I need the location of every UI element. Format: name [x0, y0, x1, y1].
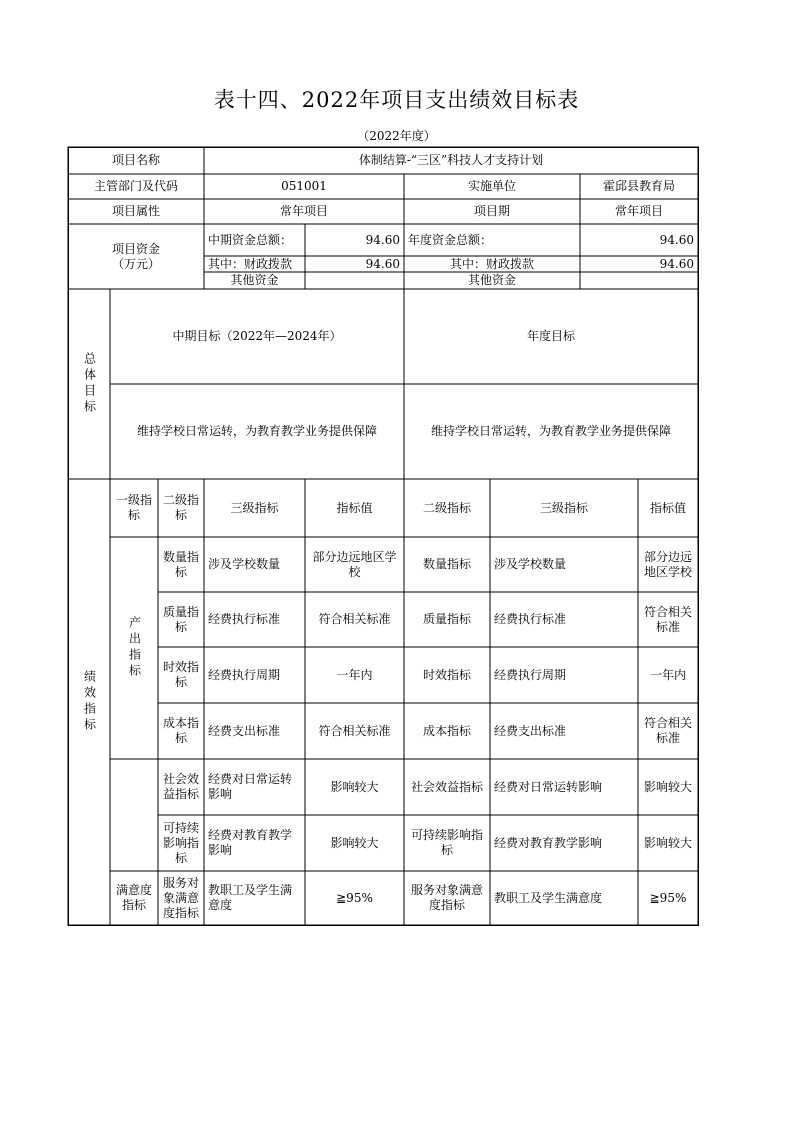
- mid-fiscal-label: 其中：财政拨款: [208, 256, 293, 271]
- table-row-5-value: 影响较大: [330, 835, 379, 850]
- table-row-1-level2-year: 质量指标: [422, 612, 471, 626]
- table-row-4-value-year: 影响较大: [643, 779, 692, 794]
- table-row-4-level2: 社会效益指标: [162, 772, 199, 801]
- impl-unit-value: 霍邱县教育局: [602, 179, 675, 193]
- table-row-6-level3-year: 教职工及学生满意度: [494, 890, 603, 905]
- table-row-4-value: 影响较大: [330, 779, 379, 794]
- table-row-6-level3: 教职工及学生满意度: [208, 883, 293, 912]
- attr-label: 项目属性: [111, 204, 160, 218]
- table-row-1-level2: 质量指标: [162, 604, 199, 634]
- output-indicator-label: 产出指标: [127, 616, 142, 680]
- overall-goal-label-cell: [68, 289, 110, 479]
- table-row-2-level2-year: 时效指标: [422, 667, 471, 682]
- mid-goal-header: 中期目标（2022年—2024年）: [172, 329, 342, 343]
- dept-code: 051001: [281, 179, 327, 193]
- year-total-value: 94.60: [659, 232, 694, 247]
- table-row-3-level2-year: 成本指标: [422, 723, 471, 738]
- table-row-5-level2: 可持续影响指标: [162, 820, 199, 865]
- table-row-6-level2-year: 服务对象满意度指标: [410, 883, 483, 912]
- mid-fiscal-value: 94.60: [365, 256, 400, 271]
- table-row-1-level3-year: 经费执行标准: [494, 612, 567, 626]
- year-other-label: 其他资金: [467, 273, 516, 287]
- header-level1: 一级指标: [115, 493, 152, 522]
- table-row-5-level2-year: 可持续影响指标: [410, 828, 483, 857]
- table-row-3-level2: 成本指标: [162, 716, 199, 745]
- table-row-5-value-year: 影响较大: [643, 835, 692, 850]
- table-row-0-level3: 涉及学校数量: [208, 557, 281, 571]
- perf-label-cell: [68, 479, 110, 925]
- table-row-1-value-year: 符合相关标准: [643, 604, 692, 634]
- satisfaction-indicator-label: 满意度指标: [115, 883, 152, 912]
- table-row-2-value-year: 一年内: [649, 667, 686, 682]
- period-value: 常年项目: [614, 204, 663, 218]
- table-row-2-level3: 经费执行周期: [208, 667, 281, 682]
- project-name-value: 体制结算-“三区”科技人才支持计划: [358, 153, 544, 167]
- mid-other-label: 其他资金: [230, 273, 279, 287]
- overall-goal-label: 总体目标: [82, 352, 97, 416]
- table-row-6-level2: 服务对象满意度指标: [162, 875, 199, 920]
- funds-unit: （万元）: [111, 256, 160, 271]
- header-value: 指标值: [336, 500, 373, 515]
- dept-label: 主管部门及代码: [93, 179, 178, 193]
- table-row-3-level3: 经费支出标准: [208, 723, 281, 738]
- table-row-5-level3: 经费对教育教学影响: [208, 828, 293, 857]
- period-label: 项目期: [473, 204, 510, 218]
- funds-label-block: [68, 224, 204, 289]
- header-level2-year: 二级指标: [422, 500, 471, 515]
- page-title: 表十四、2022年项目支出绩效目标表: [213, 88, 580, 112]
- perf-label: 绩效指标: [82, 670, 97, 734]
- table-row-4-level2-year: 社会效益指标: [410, 779, 483, 794]
- table-row-0-level2: 数量指标: [162, 549, 199, 579]
- table-row-4-level3-year: 经费对日常运转影响: [494, 779, 603, 794]
- table-row-3-level3-year: 经费支出标准: [494, 723, 567, 738]
- attr-value: 常年项目: [279, 204, 328, 218]
- table-row-2-level3-year: 经费执行周期: [494, 667, 567, 682]
- table-row-2-value: 一年内: [336, 667, 373, 682]
- table-row-6-value-year: ≧95%: [649, 890, 687, 905]
- table-row-3-value-year: 符合相关标准: [643, 716, 692, 745]
- table-row-4-level3: 经费对日常运转影响: [208, 772, 293, 801]
- mid-total-value: 94.60: [365, 232, 400, 247]
- table-row-6-value: ≧95%: [336, 890, 373, 905]
- year-note: （2022年度）: [357, 129, 436, 143]
- table-row-1-value: 符合相关标准: [318, 612, 391, 626]
- impl-unit-label: 实施单位: [467, 179, 516, 193]
- output-indicator-cell: [110, 537, 158, 759]
- project-name-label: 项目名称: [111, 153, 160, 167]
- header-level3-year: 三级指标: [539, 500, 588, 515]
- funds-label: 项目资金: [111, 241, 160, 256]
- header-value-year: 指标值: [649, 500, 686, 515]
- table-row-0-level3-year: 涉及学校数量: [494, 557, 567, 571]
- header-level3: 三级指标: [230, 500, 279, 515]
- year-fiscal-label: 其中：财政拨款: [449, 256, 534, 271]
- year-goal-text: 维持学校日常运转，为教育教学业务提供保障: [430, 424, 671, 438]
- table-row-0-value-year: 部分边远地区学校: [643, 549, 692, 579]
- table-row-2-level2: 时效指标: [162, 660, 199, 689]
- table-row-3-value: 符合相关标准: [318, 723, 391, 738]
- table-row-0-level2-year: 数量指标: [422, 557, 471, 571]
- table-row-1-level3: 经费执行标准: [208, 612, 281, 626]
- mid-total-label: 中期资金总额：: [208, 233, 293, 247]
- mid-goal-text: 维持学校日常运转，为教育教学业务提供保障: [136, 424, 377, 438]
- year-fiscal-value: 94.60: [659, 256, 694, 271]
- year-goal-header: 年度目标: [526, 329, 575, 343]
- table-row-0-value: 部分边远地区学校: [312, 549, 397, 579]
- year-total-label: 年度资金总额：: [408, 232, 493, 247]
- header-level2: 二级指标: [162, 493, 199, 522]
- table-row-5-level3-year: 经费对教育教学影响: [494, 835, 603, 850]
